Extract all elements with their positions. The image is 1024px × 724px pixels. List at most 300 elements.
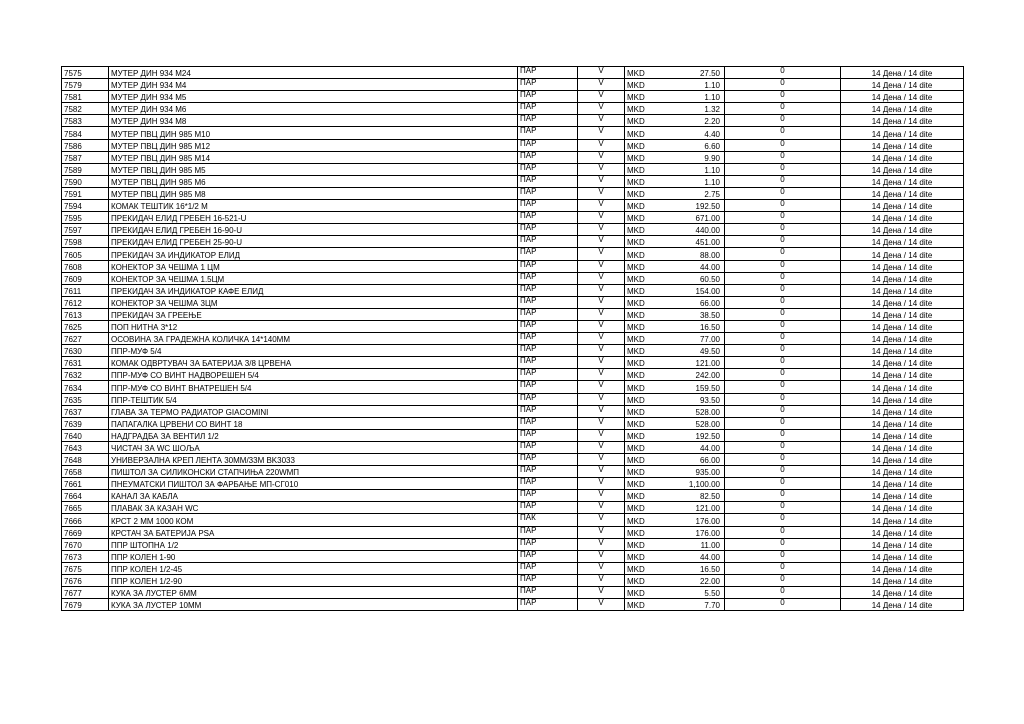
item-unit: ПАР [518, 466, 578, 478]
table-row [62, 550, 964, 562]
item-payment-term: 14 Дена / 14 dite [841, 91, 964, 103]
item-unit: ПАР [518, 441, 578, 453]
item-tax-flag: V [578, 538, 625, 550]
table-row [62, 405, 964, 417]
item-payment-term: 14 Дена / 14 dite [841, 200, 964, 212]
price-list-table [61, 66, 964, 611]
item-quantity: 0 [725, 284, 841, 296]
item-code: 7630 [62, 345, 109, 357]
item-payment-term: 14 Дена / 14 dite [841, 490, 964, 502]
item-tax-flag: V [578, 574, 625, 586]
item-unit: ПАР [518, 454, 578, 466]
table-row [62, 466, 964, 478]
item-tax-flag: V [578, 272, 625, 284]
item-tax-flag: V [578, 550, 625, 562]
item-unit: ПАР [518, 393, 578, 405]
item-currency: MKD [625, 284, 665, 296]
item-price: 176.00 [665, 526, 725, 538]
item-tax-flag: V [578, 236, 625, 248]
item-payment-term: 14 Дена / 14 dite [841, 526, 964, 538]
item-price: 671.00 [665, 212, 725, 224]
item-tax-flag: V [578, 139, 625, 151]
item-tax-flag: V [578, 296, 625, 308]
item-quantity: 0 [725, 308, 841, 320]
item-code: 7666 [62, 514, 109, 526]
item-payment-term: 14 Дена / 14 dite [841, 139, 964, 151]
item-price: 77.00 [665, 333, 725, 345]
table-row [62, 538, 964, 550]
item-name: ПРЕКИДАЧ ЗА ИНДИКАТОР КАФЕ ЕЛИД [109, 284, 518, 296]
item-quantity: 0 [725, 514, 841, 526]
table-row [62, 562, 964, 574]
item-name: ППР КОЛЕН 1/2-45 [109, 562, 518, 574]
item-name: КРСТ 2 ММ 1000 КОМ [109, 514, 518, 526]
item-code: 7640 [62, 429, 109, 441]
item-payment-term: 14 Дена / 14 dite [841, 103, 964, 115]
item-price: 93.50 [665, 393, 725, 405]
item-currency: MKD [625, 538, 665, 550]
item-payment-term: 14 Дена / 14 dite [841, 478, 964, 490]
table-row [62, 115, 964, 127]
table-row [62, 417, 964, 429]
item-unit: ПАР [518, 490, 578, 502]
item-payment-term: 14 Дена / 14 dite [841, 466, 964, 478]
item-tax-flag: V [578, 151, 625, 163]
item-payment-term: 14 Дена / 14 dite [841, 127, 964, 139]
item-unit: ПАР [518, 103, 578, 115]
item-code: 7625 [62, 320, 109, 332]
item-name: ПРЕКИДАЧ ЕЛИД ГРЕБЕН 16-90-U [109, 224, 518, 236]
item-currency: MKD [625, 345, 665, 357]
item-unit: ПАР [518, 139, 578, 151]
item-price: 1.10 [665, 79, 725, 91]
item-code: 7611 [62, 284, 109, 296]
item-code: 7609 [62, 272, 109, 284]
item-price: 9.90 [665, 151, 725, 163]
item-quantity: 0 [725, 139, 841, 151]
item-price: 528.00 [665, 405, 725, 417]
item-quantity: 0 [725, 490, 841, 502]
item-currency: MKD [625, 200, 665, 212]
item-payment-term: 14 Дена / 14 dite [841, 151, 964, 163]
item-unit: ПАР [518, 187, 578, 199]
table-row [62, 91, 964, 103]
item-price: 44.00 [665, 260, 725, 272]
item-unit: ПАР [518, 175, 578, 187]
table-row [62, 236, 964, 248]
table-row [62, 333, 964, 345]
item-tax-flag: V [578, 103, 625, 115]
item-tax-flag: V [578, 526, 625, 538]
item-quantity: 0 [725, 381, 841, 393]
item-payment-term: 14 Дена / 14 dite [841, 296, 964, 308]
item-name: КУКА ЗА ЛУСТЕР 10ММ [109, 599, 518, 611]
item-quantity: 0 [725, 526, 841, 538]
item-name: КОМАК ТЕШТИК 16*1/2 М [109, 200, 518, 212]
item-price: 66.00 [665, 454, 725, 466]
item-tax-flag: V [578, 357, 625, 369]
item-unit: ПАР [518, 478, 578, 490]
table-row [62, 526, 964, 538]
table-row [62, 502, 964, 514]
item-name: ПНЕУМАТСКИ ПИШТОЛ ЗА ФАРБАЊЕ МП-СГ010 [109, 478, 518, 490]
table-row [62, 320, 964, 332]
item-code: 7605 [62, 248, 109, 260]
item-currency: MKD [625, 466, 665, 478]
item-currency: MKD [625, 187, 665, 199]
item-currency: MKD [625, 550, 665, 562]
item-currency: MKD [625, 79, 665, 91]
item-tax-flag: V [578, 187, 625, 199]
item-tax-flag: V [578, 260, 625, 272]
item-code: 7594 [62, 200, 109, 212]
item-price: 1.10 [665, 91, 725, 103]
item-name: ПАПАГАЛКА ЦРВЕНИ СО ВИНТ 18 [109, 417, 518, 429]
item-payment-term: 14 Дена / 14 dite [841, 308, 964, 320]
item-currency: MKD [625, 417, 665, 429]
item-unit: ПАК [518, 514, 578, 526]
item-price: 66.00 [665, 296, 725, 308]
item-payment-term: 14 Дена / 14 dite [841, 369, 964, 381]
item-name: ПОП НИТНА 3*12 [109, 320, 518, 332]
item-price: 242.00 [665, 369, 725, 381]
item-name: КОМАК ОДВРТУВАЧ ЗА БАТЕРИЈА 3/8 ЦРВЕНА [109, 357, 518, 369]
item-currency: MKD [625, 429, 665, 441]
item-price: 1.32 [665, 103, 725, 115]
item-price: 4.40 [665, 127, 725, 139]
item-tax-flag: V [578, 587, 625, 599]
item-price: 38.50 [665, 308, 725, 320]
item-price: 451.00 [665, 236, 725, 248]
item-name: МУТЕР ПВЦ ДИН 985 М12 [109, 139, 518, 151]
item-price: 5.50 [665, 587, 725, 599]
item-price: 121.00 [665, 502, 725, 514]
item-currency: MKD [625, 599, 665, 611]
item-currency: MKD [625, 67, 665, 79]
item-code: 7595 [62, 212, 109, 224]
item-tax-flag: V [578, 405, 625, 417]
item-code: 7679 [62, 599, 109, 611]
item-currency: MKD [625, 514, 665, 526]
item-payment-term: 14 Дена / 14 dite [841, 381, 964, 393]
item-name: ППР-МУФ СО ВИНТ ВНАТРЕШЕН 5/4 [109, 381, 518, 393]
item-price: 44.00 [665, 550, 725, 562]
item-tax-flag: V [578, 429, 625, 441]
item-tax-flag: V [578, 333, 625, 345]
item-name: МУТЕР ПВЦ ДИН 985 М10 [109, 127, 518, 139]
item-price: 2.75 [665, 187, 725, 199]
item-tax-flag: V [578, 224, 625, 236]
item-code: 7639 [62, 417, 109, 429]
item-code: 7627 [62, 333, 109, 345]
item-price: 60.50 [665, 272, 725, 284]
item-payment-term: 14 Дена / 14 dite [841, 502, 964, 514]
table-row [62, 272, 964, 284]
item-payment-term: 14 Дена / 14 dite [841, 550, 964, 562]
item-unit: ПАР [518, 369, 578, 381]
item-name: НАДГРАДБА ЗА ВЕНТИЛ 1/2 [109, 429, 518, 441]
item-quantity: 0 [725, 405, 841, 417]
item-unit: ПАР [518, 91, 578, 103]
item-tax-flag: V [578, 115, 625, 127]
item-unit: ПАР [518, 79, 578, 91]
item-code: 7665 [62, 502, 109, 514]
item-name: ППР КОЛЕН 1-90 [109, 550, 518, 562]
item-name: ПИШТОЛ ЗА СИЛИКОНСКИ СТАПЧИЊА 220WМП [109, 466, 518, 478]
item-code: 7586 [62, 139, 109, 151]
table-row [62, 574, 964, 586]
table-row [62, 599, 964, 611]
item-currency: MKD [625, 224, 665, 236]
item-price: 16.50 [665, 320, 725, 332]
item-code: 7581 [62, 91, 109, 103]
item-price: 440.00 [665, 224, 725, 236]
item-quantity: 0 [725, 236, 841, 248]
item-unit: ПАР [518, 200, 578, 212]
item-payment-term: 14 Дена / 14 dite [841, 320, 964, 332]
item-tax-flag: V [578, 308, 625, 320]
item-price: 49.50 [665, 345, 725, 357]
item-quantity: 0 [725, 272, 841, 284]
table-row [62, 345, 964, 357]
item-currency: MKD [625, 320, 665, 332]
item-payment-term: 14 Дена / 14 dite [841, 272, 964, 284]
item-currency: MKD [625, 115, 665, 127]
item-price: 82.50 [665, 490, 725, 502]
item-code: 7598 [62, 236, 109, 248]
item-payment-term: 14 Дена / 14 dite [841, 587, 964, 599]
item-tax-flag: V [578, 599, 625, 611]
item-name: МУТЕР ДИН 934 М8 [109, 115, 518, 127]
item-payment-term: 14 Дена / 14 dite [841, 79, 964, 91]
item-unit: ПАР [518, 538, 578, 550]
item-name: ППР КОЛЕН 1/2-90 [109, 574, 518, 586]
item-currency: MKD [625, 308, 665, 320]
table-row [62, 393, 964, 405]
item-payment-term: 14 Дена / 14 dite [841, 574, 964, 586]
price-list-body [62, 67, 964, 611]
item-currency: MKD [625, 333, 665, 345]
item-quantity: 0 [725, 320, 841, 332]
item-tax-flag: V [578, 478, 625, 490]
item-unit: ПАР [518, 236, 578, 248]
item-name: ППР-МУФ СО ВИНТ НАДВОРЕШЕН 5/4 [109, 369, 518, 381]
item-code: 7591 [62, 187, 109, 199]
item-unit: ПАР [518, 381, 578, 393]
item-payment-term: 14 Дена / 14 dite [841, 429, 964, 441]
table-row [62, 175, 964, 187]
item-code: 7676 [62, 574, 109, 586]
item-currency: MKD [625, 296, 665, 308]
item-code: 7673 [62, 550, 109, 562]
item-name: ПРЕКИДАЧ ЕЛИД ГРЕБЕН 16-521-U [109, 212, 518, 224]
item-code: 7634 [62, 381, 109, 393]
item-price: 27.50 [665, 67, 725, 79]
table-row [62, 441, 964, 453]
item-price: 528.00 [665, 417, 725, 429]
item-unit: ПАР [518, 429, 578, 441]
item-price: 11.00 [665, 538, 725, 550]
item-unit: ПАР [518, 333, 578, 345]
item-name: МУТЕР ПВЦ ДИН 985 М14 [109, 151, 518, 163]
item-code: 7670 [62, 538, 109, 550]
item-code: 7675 [62, 562, 109, 574]
item-price: 1,100.00 [665, 478, 725, 490]
table-row [62, 79, 964, 91]
item-code: 7584 [62, 127, 109, 139]
item-tax-flag: V [578, 514, 625, 526]
table-row [62, 381, 964, 393]
item-payment-term: 14 Дена / 14 dite [841, 224, 964, 236]
item-quantity: 0 [725, 248, 841, 260]
item-price: 935.00 [665, 466, 725, 478]
item-name: МУТЕР ДИН 934 М4 [109, 79, 518, 91]
item-code: 7643 [62, 441, 109, 453]
item-tax-flag: V [578, 393, 625, 405]
table-row [62, 248, 964, 260]
item-unit: ПАР [518, 320, 578, 332]
item-tax-flag: V [578, 502, 625, 514]
item-unit: ПАР [518, 550, 578, 562]
table-row [62, 139, 964, 151]
item-quantity: 0 [725, 357, 841, 369]
item-currency: MKD [625, 490, 665, 502]
item-name: ППР-ТЕШТИК 5/4 [109, 393, 518, 405]
table-row [62, 151, 964, 163]
item-quantity: 0 [725, 587, 841, 599]
item-name: ГЛАВА ЗА ТЕРМО РАДИАТОР GIACOMINI [109, 405, 518, 417]
item-payment-term: 14 Дена / 14 dite [841, 236, 964, 248]
item-payment-term: 14 Дена / 14 dite [841, 212, 964, 224]
item-name: МУТЕР ДИН 934 М24 [109, 67, 518, 79]
item-quantity: 0 [725, 175, 841, 187]
item-tax-flag: V [578, 175, 625, 187]
item-quantity: 0 [725, 562, 841, 574]
item-price: 88.00 [665, 248, 725, 260]
item-unit: ПАР [518, 212, 578, 224]
item-name: МУТЕР ДИН 934 М5 [109, 91, 518, 103]
item-payment-term: 14 Дена / 14 dite [841, 514, 964, 526]
item-currency: MKD [625, 526, 665, 538]
item-code: 7575 [62, 67, 109, 79]
item-currency: MKD [625, 139, 665, 151]
item-name: УНИВЕРЗАЛНА КРЕП ЛЕНТА 30ММ/33М BK3033 [109, 454, 518, 466]
item-quantity: 0 [725, 91, 841, 103]
item-unit: ПАР [518, 587, 578, 599]
item-code: 7583 [62, 115, 109, 127]
item-code: 7631 [62, 357, 109, 369]
item-quantity: 0 [725, 200, 841, 212]
item-currency: MKD [625, 562, 665, 574]
item-currency: MKD [625, 587, 665, 599]
item-tax-flag: V [578, 320, 625, 332]
item-name: ПРЕКИДАЧ ЗА ИНДИКАТОР ЕЛИД [109, 248, 518, 260]
table-row [62, 308, 964, 320]
item-currency: MKD [625, 127, 665, 139]
item-name: ПЛАВАК ЗА КАЗАН WC [109, 502, 518, 514]
item-code: 7589 [62, 163, 109, 175]
item-quantity: 0 [725, 369, 841, 381]
item-code: 7669 [62, 526, 109, 538]
item-tax-flag: V [578, 345, 625, 357]
item-name: ПРЕКИДАЧ ЕЛИД ГРЕБЕН 25-90-U [109, 236, 518, 248]
item-code: 7590 [62, 175, 109, 187]
item-tax-flag: V [578, 212, 625, 224]
item-name: ЧИСТАЧ ЗА WC ШОЉА [109, 441, 518, 453]
item-unit: ПАР [518, 115, 578, 127]
item-payment-term: 14 Дена / 14 dite [841, 417, 964, 429]
table-row [62, 478, 964, 490]
item-name: ПРЕКИДАЧ ЗА ГРЕЕЊЕ [109, 308, 518, 320]
item-payment-term: 14 Дена / 14 dite [841, 333, 964, 345]
item-unit: ПАР [518, 248, 578, 260]
item-currency: MKD [625, 163, 665, 175]
item-code: 7587 [62, 151, 109, 163]
item-code: 7648 [62, 454, 109, 466]
item-quantity: 0 [725, 599, 841, 611]
item-tax-flag: V [578, 91, 625, 103]
item-tax-flag: V [578, 490, 625, 502]
item-unit: ПАР [518, 405, 578, 417]
item-payment-term: 14 Дена / 14 dite [841, 284, 964, 296]
item-name: КОНЕКТОР ЗА ЧЕШМА 3ЦМ [109, 296, 518, 308]
item-quantity: 0 [725, 429, 841, 441]
item-unit: ПАР [518, 163, 578, 175]
item-price: 176.00 [665, 514, 725, 526]
item-currency: MKD [625, 502, 665, 514]
item-quantity: 0 [725, 79, 841, 91]
item-name: МУТЕР ПВЦ ДИН 985 М8 [109, 187, 518, 199]
item-code: 7613 [62, 308, 109, 320]
item-tax-flag: V [578, 466, 625, 478]
item-currency: MKD [625, 236, 665, 248]
item-payment-term: 14 Дена / 14 dite [841, 163, 964, 175]
item-currency: MKD [625, 272, 665, 284]
item-code: 7635 [62, 393, 109, 405]
item-name: МУТЕР ПВЦ ДИН 985 М6 [109, 175, 518, 187]
item-currency: MKD [625, 393, 665, 405]
item-code: 7658 [62, 466, 109, 478]
item-quantity: 0 [725, 393, 841, 405]
item-currency: MKD [625, 478, 665, 490]
item-payment-term: 14 Дена / 14 dite [841, 441, 964, 453]
table-row [62, 163, 964, 175]
item-quantity: 0 [725, 454, 841, 466]
item-name: МУТЕР ДИН 934 М6 [109, 103, 518, 115]
table-row [62, 67, 964, 79]
table-row [62, 429, 964, 441]
item-payment-term: 14 Дена / 14 dite [841, 393, 964, 405]
item-quantity: 0 [725, 151, 841, 163]
item-quantity: 0 [725, 345, 841, 357]
item-code: 7677 [62, 587, 109, 599]
item-unit: ПАР [518, 599, 578, 611]
item-payment-term: 14 Дена / 14 dite [841, 345, 964, 357]
item-payment-term: 14 Дена / 14 dite [841, 562, 964, 574]
item-payment-term: 14 Дена / 14 dite [841, 405, 964, 417]
item-code: 7661 [62, 478, 109, 490]
item-tax-flag: V [578, 163, 625, 175]
item-unit: ПАР [518, 224, 578, 236]
item-tax-flag: V [578, 381, 625, 393]
item-currency: MKD [625, 103, 665, 115]
item-currency: MKD [625, 454, 665, 466]
item-name: ППР-МУФ 5/4 [109, 345, 518, 357]
item-name: КУКА ЗА ЛУСТЕР 6ММ [109, 587, 518, 599]
item-quantity: 0 [725, 103, 841, 115]
item-quantity: 0 [725, 187, 841, 199]
item-price: 6.60 [665, 139, 725, 151]
